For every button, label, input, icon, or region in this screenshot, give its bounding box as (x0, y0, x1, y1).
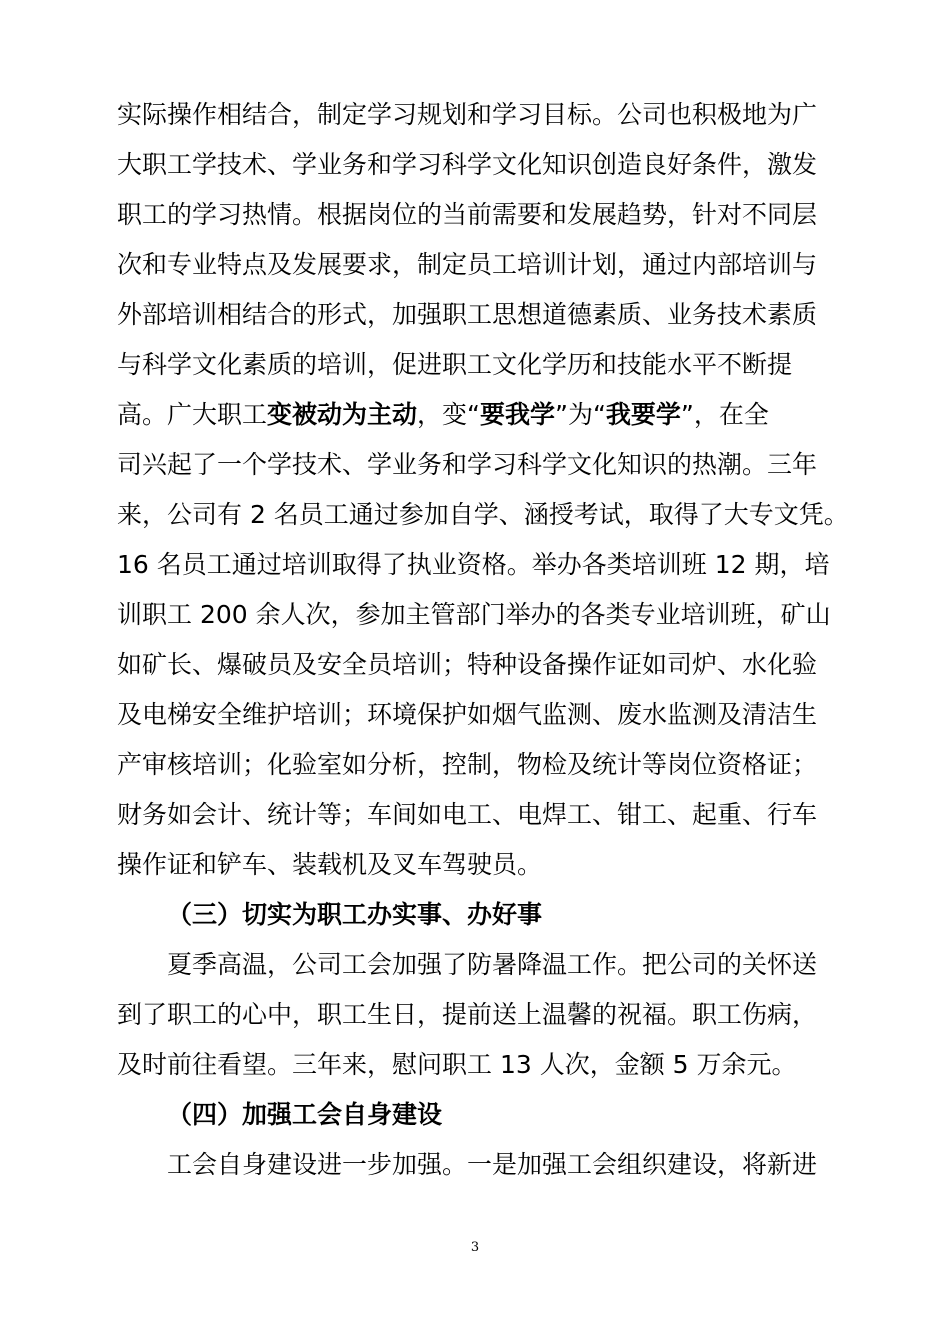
body-line-19: 及时前往看望。三年来，慰问职工 13 人次，金额 5 万余元。 (117, 1050, 797, 1079)
page-number: 3 (470, 1240, 480, 1255)
body-line-3: 职工的学习热情。根据岗位的当前需要和发展趋势，针对不同层 (117, 200, 818, 229)
body-line-8: 司兴起了一个学技术、学业务和学习科学文化知识的热潮。三年 (117, 450, 818, 479)
body-line-16: 操作证和铲车、装载机及叉车驾驶员。 (117, 850, 543, 879)
body-line-4: 次和专业特点及发展要求，制定员工培训计划，通过内部培训与 (117, 250, 818, 279)
body-line-18: 到了职工的心中，职工生日，提前送上温馨的祝福。职工伤病， (117, 1000, 818, 1029)
text-segment: 高。广大职工 (117, 400, 268, 429)
text-segment: ”为“ (555, 400, 606, 429)
emphasis-text: 我要学 (605, 400, 681, 429)
body-line-1: 实际操作相结合，制定学习规划和学习目标。公司也积极地为广 (117, 100, 818, 129)
body-line-17: 夏季高温，公司工会加强了防暑降温工作。把公司的关怀送 (167, 950, 818, 979)
body-line-6: 与科学文化素质的培训，促进职工文化学历和技能水平不断提 (117, 350, 793, 379)
body-line-7 (117, 400, 837, 430)
body-line-14: 产审核培训；化验室如分析，控制，物检及统计等岗位资格证； (117, 750, 818, 779)
body-line-5: 外部培训相结合的形式，加强职工思想道德素质、业务技术素质 (117, 300, 818, 329)
text-segment: ”，在全 (680, 400, 769, 429)
body-line-9: 来，公司有 2 名员工通过参加自学、涵授考试，取得了大专文凭。 (117, 500, 849, 529)
body-line-12: 如矿长、爆破员及安全员培训；特种设备操作证如司炉、水化验 (117, 650, 818, 679)
body-line-15: 财务如会计、统计等；车间如电工、电焊工、钳工、起重、行车 (117, 800, 818, 829)
section-heading-3: （三）切实为职工办实事、办好事 (167, 900, 543, 929)
body-line-2: 大职工学技术、学业务和学习科学文化知识创造良好条件，激发 (117, 150, 818, 179)
body-line-20: 工会自身建设进一步加强。一是加强工会组织建设，将新进 (167, 1150, 818, 1179)
emphasis-text: 变被动为主动 (267, 400, 418, 429)
body-line-13: 及电梯安全维护培训；环境保护如烟气监测、废水监测及清洁生 (117, 700, 818, 729)
section-heading-4: （四）加强工会自身建设 (167, 1100, 443, 1129)
emphasis-text: 要我学 (479, 400, 555, 429)
body-line-10: 16 名员工通过培训取得了执业资格。举办各类培训班 12 期，培 (117, 550, 830, 579)
body-line-11: 训职工 200 余人次，参加主管部门举办的各类专业培训班，矿山 (117, 600, 831, 629)
text-segment: ，变“ (417, 400, 480, 429)
